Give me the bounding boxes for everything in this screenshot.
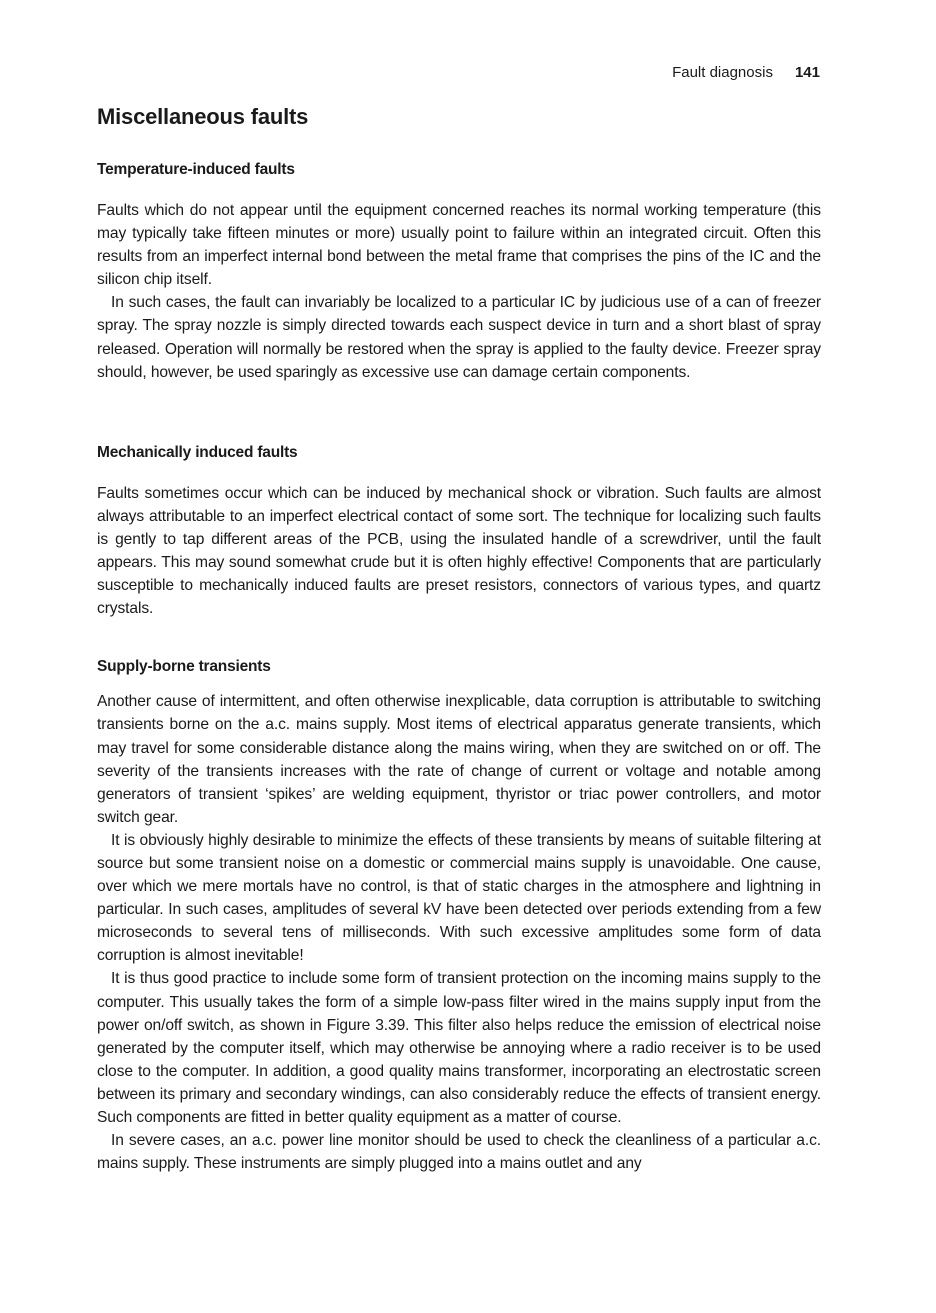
subsection-heading: Supply-borne transients — [97, 658, 271, 676]
section-mechanically-induced-faults — [97, 444, 821, 621]
subsection-heading: Mechanically induced faults — [97, 443, 298, 461]
paragraph: In severe cases, an a.c. power line monitor should be used to check the cleanliness of a particular a.c. mains supply. These instruments are simply plugged into a mains outlet and any — [97, 1132, 821, 1173]
paragraph: Faults which do not appear until the equipment concerned reaches its normal working temperature (this may typically take fifteen minutes or more) usually point to failure within an integrated circuit. Often this results from an imperfect internal bond between the metal frame that comprises the pins of the IC and the silicon chip itself. — [97, 202, 821, 289]
section-title: Miscellaneous faults — [97, 104, 309, 129]
paragraph: Faults sometimes occur which can be induced by mechanical shock or vibration. Such faults are almost always attributable to an imperfect electrical contact of some sort. The technique for localizing such faults is gently to tap different areas of the PCB, using the insulated handle of a screwdriver, until the fault appears. This may sound somewhat crude but it is often highly effective! Components that are particularly susceptible to mechanically induced faults are preset resistors, connectors of various types, and quartz crystals. — [97, 484, 821, 618]
paragraph: In such cases, the fault can invariably be localized to a particular IC by judicious use of a can of freezer spray. The spray nozzle is simply directed towards each suspect device in turn and a short blast of spray released. Operation will normally be restored when the spray is applied to the faulty device. Freezer spray should, however, be used sparingly as excessive use can damage certain components. — [97, 294, 821, 381]
section-supply-borne-transients — [97, 658, 821, 1175]
subsection-heading: Temperature-induced faults — [97, 161, 295, 178]
paragraph: It is obviously highly desirable to minimize the effects of these transients by means of suitable filtering at source but some transient noise on a domestic or commercial mains supply is unavoidable. One cause, over which we mere mortals have no control, is that of static charges in the atmosphere and lightning in particular. In such cases, amplitudes of several kV have been detected over periods extending from a few microseconds to several tens of milliseconds. With such excessive amplitudes some form of data corruption is almost inevitable! — [97, 831, 821, 965]
running-head — [672, 64, 820, 81]
running-head-title: Fault diagnosis — [672, 64, 773, 81]
section-temperature-induced-faults — [97, 161, 821, 384]
page-number: 141 — [794, 64, 820, 81]
paragraph: It is thus good practice to include some form of transient protection on the incoming mains supply to the computer. This usually takes the form of a simple low-pass filter wired in the mains supply input from the power on/off switch, as shown in Figure 3.39. This filter also helps reduce the emission of electrical noise generated by the computer itself, which may otherwise be annoying where a radio receiver is to be used close to the computer. In addition, a good quality mains transformer, incorporating an electrostatic screen between its primary and secondary windings, can also considerably reduce the effects of transient energy. Such components are fitted in better quality equipment as a matter of course. — [97, 970, 821, 1126]
paragraph: Another cause of intermittent, and often otherwise inexplicable, data corruption is attributable to switching transients borne on the a.c. mains supply. Most items of electrical apparatus generate transients, which may travel for some considerable distance along the mains wiring, when they are switched on or off. The severity of the transients increases with the rate of change of current or voltage and notable among generators of transient ‘spikes’ are welding equipment, thyristor or triac power controllers, and motor switch gear. — [97, 693, 821, 826]
page-body — [97, 100, 821, 1175]
